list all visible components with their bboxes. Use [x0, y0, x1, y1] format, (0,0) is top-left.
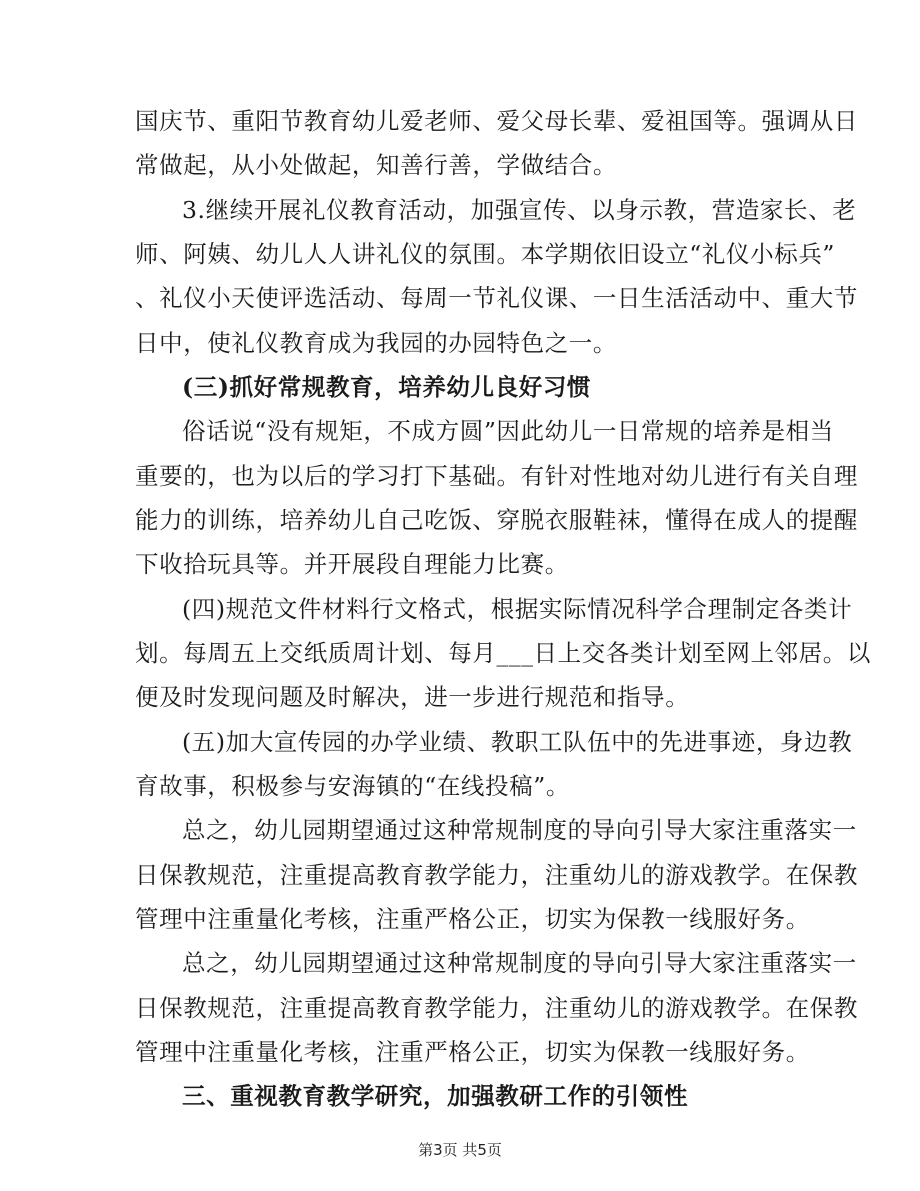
section-heading: (三)抓好常规教育，培养幼儿良好习惯: [182, 373, 592, 401]
body-text-line: (五)加大宣传园的办学业绩、教职工队伍中的先进事迹，身边教: [182, 728, 853, 756]
body-text-line: 总之，幼儿园期望通过这种常规制度的导向引导大家注重落实一: [182, 816, 857, 844]
body-text-line: 重要的，也为以后的学习打下基础。有针对性地对幼儿进行有关自理: [135, 462, 858, 490]
body-text-line: 能力的训练，培养幼儿自己吃饭、穿脱衣服鞋袜，懂得在成人的提醒: [135, 506, 858, 534]
body-text-line: 常做起，从小处做起，知善行善，学做结合。: [135, 151, 617, 179]
body-text-line: 日保教规范，注重提高教育教学能力，注重幼儿的游戏教学。在保教: [135, 994, 858, 1022]
body-text-line: 3.继续开展礼仪教育活动，加强宣传、以身示教，营造家长、老: [182, 196, 857, 224]
body-text-line: 日保教规范，注重提高教育教学能力，注重幼儿的游戏教学。在保教: [135, 861, 858, 889]
body-text-line: (四)规范文件材料行文格式，根据实际情况科学合理制定各类计: [182, 595, 853, 623]
body-text-line: 育故事，积极参与安海镇的“在线投稿”。: [135, 772, 570, 800]
section-heading: 三、重视教育教学研究，加强教研工作的引领性: [182, 1082, 689, 1110]
body-text-line: 俗话说“没有规矩，不成方圆”因此幼儿一日常规的培养是相当: [182, 417, 834, 445]
body-text-line: 国庆节、重阳节教育幼儿爱老师、爱父母长辈、爱祖国等。强调从日: [135, 107, 858, 135]
body-text-line: 、礼仪小天使评选活动、每周一节礼仪课、一日生活活动中、重大节: [135, 284, 858, 312]
page-number: 第3页 共5页: [418, 1141, 502, 1159]
body-text-line: 日中，使礼仪教育成为我园的办园特色之一。: [135, 329, 617, 357]
body-text-line: 总之，幼儿园期望通过这种常规制度的导向引导大家注重落实一: [182, 949, 857, 977]
body-text-line: 便及时发现问题及时解决，进一步进行规范和指导。: [135, 683, 690, 711]
body-text-line: 下收拾玩具等。并开展段自理能力比赛。: [135, 550, 569, 578]
body-text-line: 管理中注重量化考核，注重严格公正，切实为保教一线服好务。: [135, 905, 810, 933]
body-text-line: 管理中注重量化考核，注重严格公正，切实为保教一线服好务。: [135, 1038, 810, 1066]
body-text-line: 划。每周五上交纸质周计划、每月___日上交各类计划至网上邻居。以: [135, 639, 871, 667]
body-text-line: 师、阿姨、幼儿人人讲礼仪的氛围。本学期依旧设立“礼仪小标兵”: [135, 240, 836, 268]
